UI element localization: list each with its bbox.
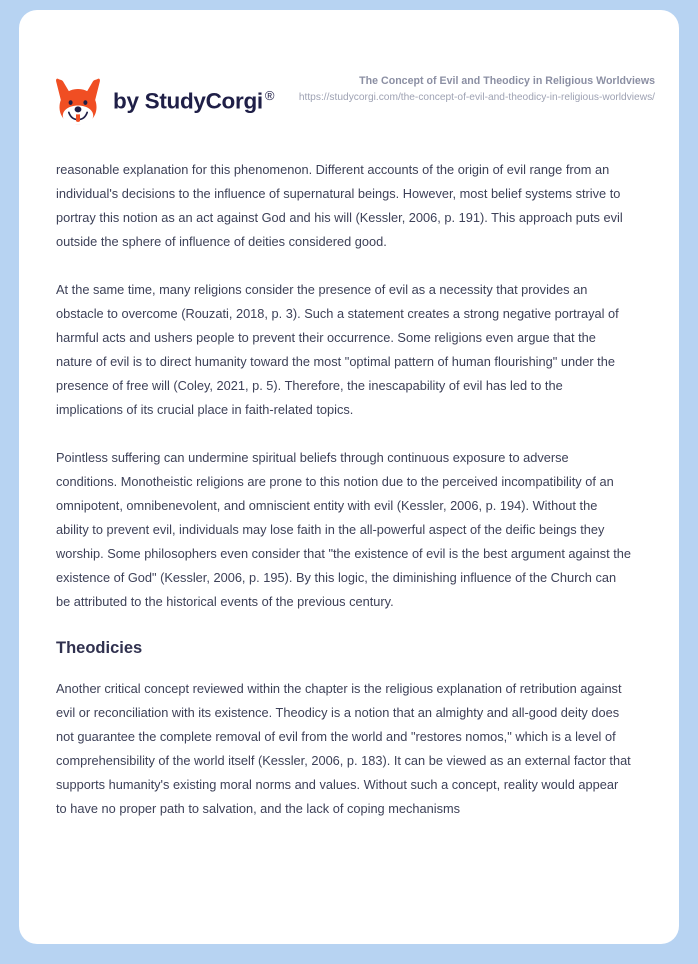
corgi-head-icon [55, 76, 101, 126]
registered-trademark-icon: ® [264, 88, 275, 103]
body-paragraph: At the same time, many religions consider the presence of evil as a necessity that provides an obstacle to overcome (Rouzati, 2018, p. 3). Such a statement creates a strong negative portrayal of harmful acts and ushers people to prevent their occurrence. Some religions even argue that the nature of evil is to direct humanity toward the most "optimal pattern of human flourishing" under the presence of free will (Coley, 2021, p. 5). Therefore, the inescapability of evil has led to the implications of its crucial place in faith-related topics. [56, 282, 619, 417]
body-paragraph: reasonable explanation for this phenomenon. Different accounts of the origin of evil range from an individual's decisions to the influence of supernatural beings. However, most belief systems strive to portray this notion as an act against God and his will (Kessler, 2006, p. 191). This approach puts evil outside the sphere of influence of deities considered good. [56, 162, 623, 249]
body-paragraph: Another critical concept reviewed within the chapter is the religious explanation of retribution against evil or reconciliation with its existence. Theodicy is a notion that an almighty and all-good deity does not guarantee the complete removal of evil from the world and "restores nomos," which is a level of comprehensibility of the world itself (Kessler, 2006, p. 183). It can be viewed as an external factor that supports humanity's existing moral norms and values. Without such a concept, reality would appear to have no proper path to salvation, and the lack of coping mechanisms [56, 681, 631, 817]
document-body [19, 140, 679, 821]
page-header [19, 10, 679, 140]
section-heading-theodicies: Theodicies [56, 639, 143, 657]
source-url[interactable]: https://studycorgi.com/the-concept-of-evil-and-theodicy-in-religious-worldviews/ [298, 92, 655, 104]
body-paragraph: Pointless suffering can undermine spiritual beliefs through continuous exposure to adverse conditions. Monotheistic religions are prone to this notion due to the perceived incompatibility of an omnipotent, omnibenevolent, and omniscient entity with evil (Kessler, 2006, p. 194). Without the ability to prevent evil, individuals may lose faith in the all-powerful aspect of the deific beings they worship. Some philosophers even consider that "the existence of evil is the best argument against the existence of God" (Kessler, 2006, p. 195). By this logic, the diminishing influence of the Church can be attributed to the historical events of the previous century. [56, 450, 632, 609]
document-meta [274, 72, 655, 106]
brand-wordmark [113, 89, 274, 113]
document-page-card [19, 10, 679, 944]
brand-logo-group[interactable] [55, 72, 274, 126]
brand-name-text: by StudyCorgi [113, 88, 263, 114]
page-title: The Concept of Evil and Theodicy in Religious Worldviews [359, 75, 655, 87]
